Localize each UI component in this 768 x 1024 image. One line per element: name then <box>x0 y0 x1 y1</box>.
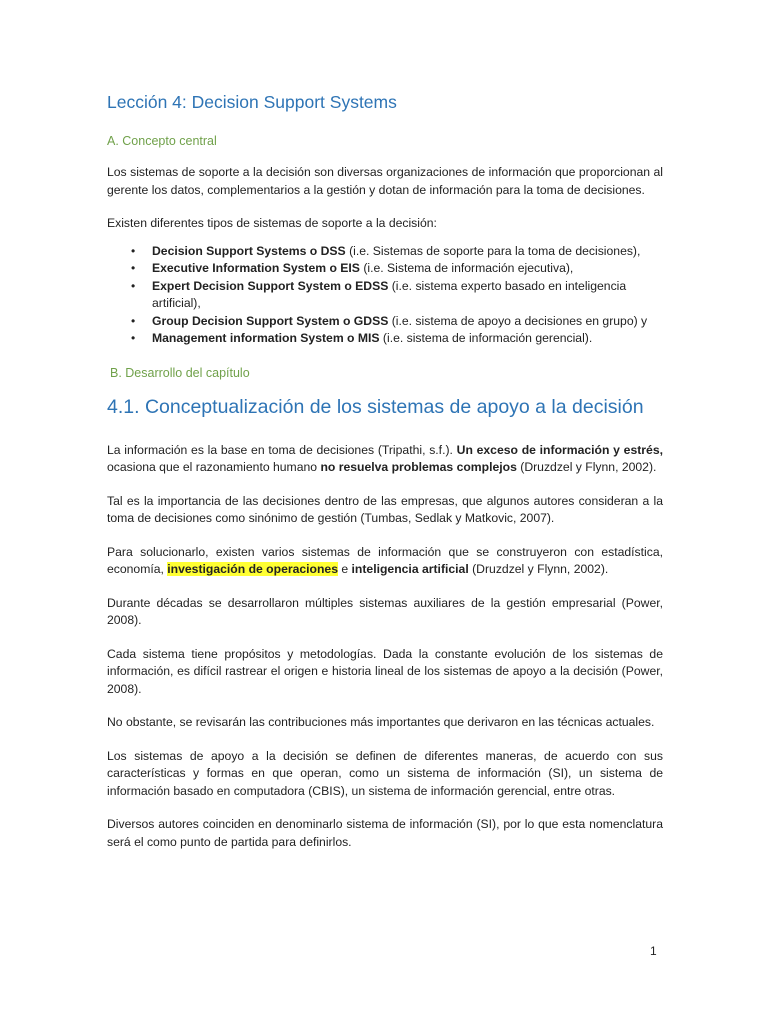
list-item <box>107 243 663 261</box>
p1-bold-b: no resuelva problemas complejos <box>320 460 517 474</box>
types-intro: Existen diferentes tipos de sistemas de soporte a la decisión: <box>107 216 437 230</box>
bullet-icon: • <box>131 261 136 275</box>
bullet-icon: • <box>131 278 136 293</box>
p3-highlight: investigación de operaciones <box>167 562 338 576</box>
p1-citation: (Druzdzel y Flynn, 2002). <box>516 460 657 474</box>
p1-text-a: La información es la base en toma de decisiones (Tripathi, s.f.). <box>107 442 457 457</box>
type-term: Group Decision Support System o GDSS <box>152 313 389 328</box>
type-desc: (i.e. Sistema de información ejecutiva), <box>359 261 574 275</box>
paragraph-6: No obstante, se revisarán las contribuciones más importantes que derivaron en las técnicas actuales. <box>107 715 655 729</box>
page-number: 1 <box>650 944 657 958</box>
paragraph-5: Cada sistema tiene propósitos y metodologías. Dada la constante evolución de los sistemas de información, es difícil rastrear el origen e historia lineal de los sistemas de apoyo a la decisión (Power, 2008). <box>107 646 663 696</box>
paragraph-2: Tal es la importancia de las decisiones dentro de las empresas, que algunos autores consideran a la toma de decisiones como sinónimo de gestión (Tumbas, Sedlak y Matkovic, 2007). <box>107 493 663 525</box>
paragraph-3 <box>107 544 663 579</box>
paragraph-4: Durante décadas se desarrollaron múltiples sistemas auxiliares de la gestión empresarial (Power, 2008). <box>107 595 663 627</box>
type-desc: (i.e. Sistemas de soporte para la toma de decisiones), <box>345 243 641 258</box>
p1-text-b: ocasiona que el razonamiento humano <box>107 460 321 474</box>
bullet-icon: • <box>131 243 136 258</box>
p1-bold-a: Un exceso de información y estrés, <box>456 442 663 457</box>
paragraph-8: Diversos autores coinciden en denominarlo sistema de información (SI), por lo que esta nomenclatura será el como punto de partida para definirlos. <box>107 817 663 849</box>
p3-bold: inteligencia artificial <box>351 562 469 576</box>
page-content <box>107 92 663 867</box>
paragraph-7: Los sistemas de apoyo a la decisión se definen de diferentes maneras, de acuerdo con sus características y formas en que operan, como un sistema de información (SI), un sistema de información basado en computadora (CBIS), un sistema de información gerencial, entre otras. <box>107 748 663 798</box>
type-term: Expert Decision Support System o EDSS <box>152 278 389 293</box>
type-term: Decision Support Systems o DSS <box>152 243 346 258</box>
type-term: Management information System o MIS <box>152 331 380 345</box>
list-item <box>107 330 663 348</box>
section-b-heading: B. Desarrollo del capítulo <box>110 365 250 380</box>
p3-citation: (Druzdzel y Flynn, 2002). <box>468 562 609 576</box>
p3-text-b: e <box>337 562 352 576</box>
list-item <box>107 278 663 313</box>
paragraph-1 <box>107 442 663 477</box>
list-item <box>107 260 663 278</box>
bullet-icon: • <box>131 331 136 345</box>
section-a-heading: A. Concepto central <box>107 134 217 148</box>
type-desc: (i.e. sistema de apoyo a decisiones en grupo) y <box>388 313 648 328</box>
type-desc: (i.e. sistema de información gerencial). <box>379 331 593 345</box>
bullet-icon: • <box>131 313 136 328</box>
types-list <box>107 243 663 348</box>
type-desc: (i.e. sistema experto basado en inteligencia artificial), <box>152 278 627 310</box>
list-item <box>107 313 663 331</box>
intro-paragraph: Los sistemas de soporte a la decisión son diversas organizaciones de información que proporcionan al gerente los datos, complementarios a la gestión y dotan de información para la toma de decisiones. <box>107 165 663 197</box>
lesson-title: Lección 4: Decision Support Systems <box>107 92 397 112</box>
type-term: Executive Information System o EIS <box>152 261 360 275</box>
heading-4-1: 4.1. Conceptualización de los sistemas de apoyo a la decisión <box>107 395 644 418</box>
p3-text-a: Para solucionarlo, existen varios sistemas de información que se construyeron con estadística, economía, <box>107 544 663 576</box>
